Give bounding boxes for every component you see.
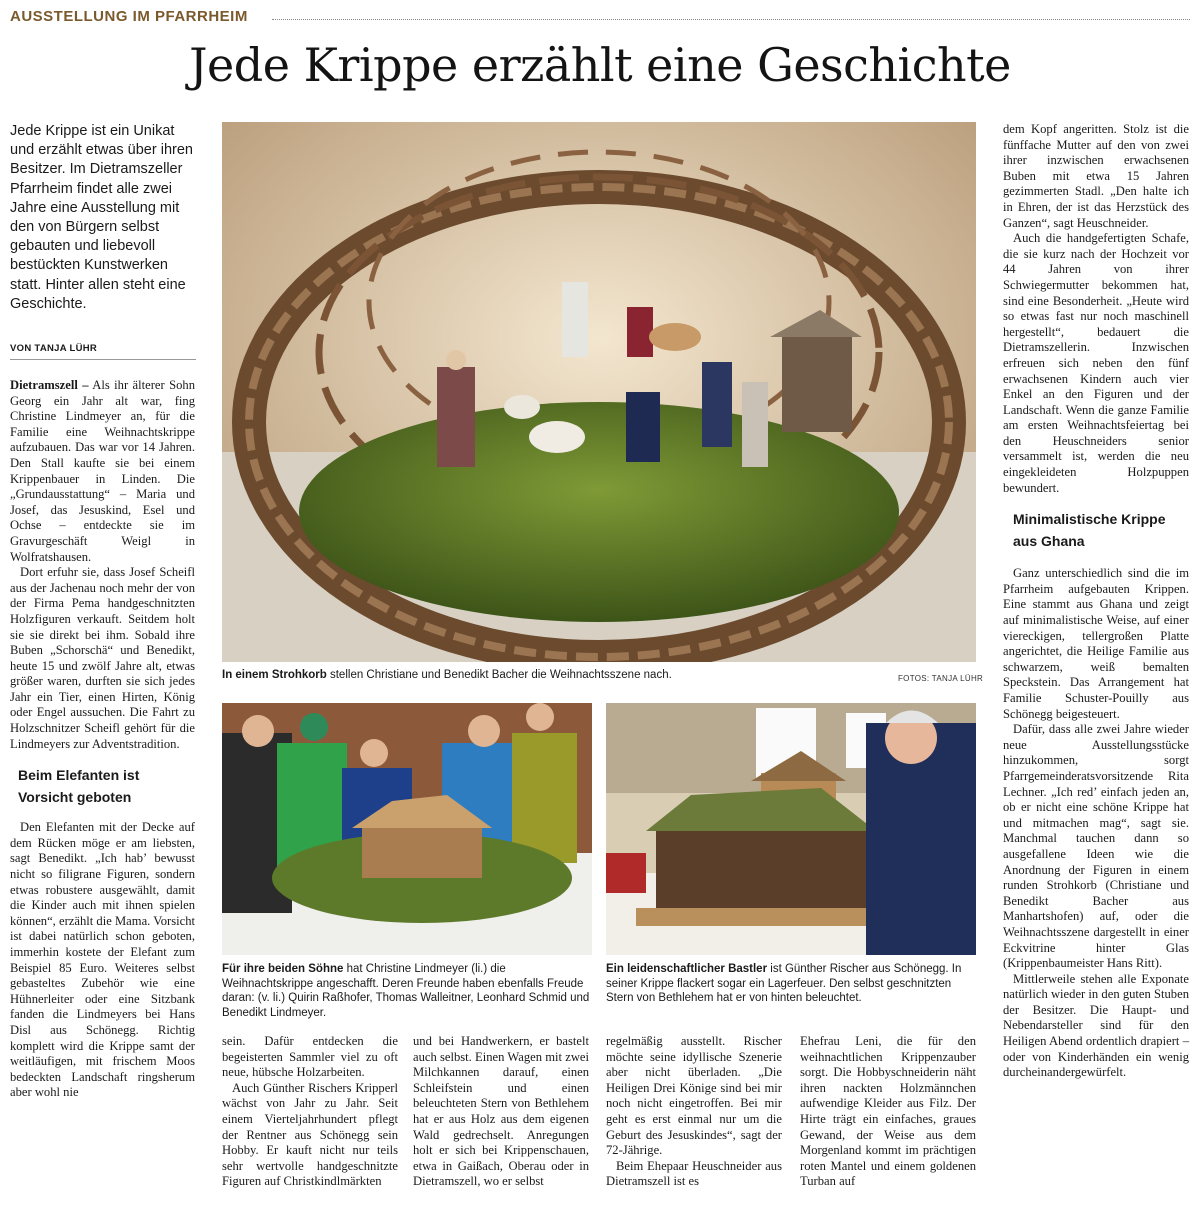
- text-column-4: [606, 1034, 782, 1190]
- text-column-1: [10, 378, 195, 1101]
- photo-builder-crib: [606, 703, 976, 955]
- kicker-label: AUSSTELLUNG IM PFARRHEIM: [10, 8, 248, 25]
- paragraph: Mittlerweile stehen alle Exponate natürlich wieder in den guten Stuben der Besitzer. Die Haupt- und Nebendarsteller sind für den Heiligen Abend ordentlich drapiert – oder von Kinderhänden ein wenig durcheinandergewürfelt.: [1003, 971, 1189, 1080]
- paragraph: Auch Günther Rischers Kripperl wächst von Jahr zu Jahr. Seit einem Vierteljahrhundert pflegt der Rentner aus Schönegg sein Hobby. Er kauft nicht nur teils sehr wertvolle handgeschnitzte Figuren auf Christkindlmärkten: [222, 1080, 398, 1189]
- text-column-2: [222, 1034, 398, 1190]
- paragraph-text: Als ihr älterer Sohn Georg ein Jahr alt war, fing Christine Lindmeyer an, für die Familie eine Weihnachtskrippe aufzubauen. Das war vor 14 Jahren. Den Stall kaufte sie bei einem Krippenbauer in Linden. Die „Grundausstattung“ – Maria und Josef, das Jesuskind, Esel und Ochse – entdeckte sie im Gravurgeschäft Weigl in Wolfratshausen.: [10, 378, 196, 564]
- paragraph: Auch die handgefertigten Schafe, die sie kurz nach der Hochzeit vor 44 Jahren von ihrer Schwiegermutter bekommen hat, sind eine Besonderheit. „Heute wird so etwas fast nur noch maschinell hergestellt“, bedauert die Dietramszellerin. Inzwischen erfreuen sich neben den fünf erwachsenen Kindern auch vier Enkel an den Figuren und der Landschaft. Wenn die ganze Familie am ersten Weihnachtsfeiertag bei den Heuschneiders senior versammelt ist, werden die neu eingekleideten Holzpuppen bewundert.: [1003, 231, 1189, 495]
- photo-wicker-basket-nativity: [222, 122, 976, 662]
- caption-text: hat Christine Lindmeyer (li.) die Weihnachtskrippe angeschafft. Deren Freunde haben ebenfalls Freude daran: (v. li.) Quirin Raßhofer, Thomas Walleitner, Leonhard Schmid und Benedikt Lindmeyer.: [222, 963, 590, 1019]
- text-column-6: [1003, 122, 1189, 1081]
- photo-caption-family: [222, 962, 594, 1020]
- paragraph: Ehefrau Leni, die für den weihnachtlichen Krippenzauber sorgt. Die Hobbyschneiderin näht ihren nackten Holzmännchen aufwendige Kleider aus Filz. Der Hirte trägt ein einfaches, graues Gewand, der Weise aus dem Morgenland kommt im prächtigen roten Mantel und einem goldenen Turban auf: [800, 1034, 976, 1189]
- subheading: Minimalistische Krippe aus Ghana: [1013, 511, 1166, 550]
- family-crib-image: [222, 703, 592, 955]
- builder-crib-image: [606, 703, 976, 955]
- paragraph: sein. Dafür entdecken die begeisterten Sammler viel zu oft neue, hübsche Holzarbeiten.: [222, 1034, 398, 1080]
- paragraph: [10, 378, 195, 565]
- caption-text: ist Günther Rischer aus Schönegg. In seiner Krippe flackert sogar ein Lagerfeuer. Den selbst geschnitzten Stern von Bethlehem hat er von hinten beleuchtet.: [606, 963, 962, 1004]
- text-column-5: [800, 1034, 976, 1190]
- paragraph: Beim Ehepaar Heuschneider aus Dietramszell ist es: [606, 1158, 782, 1189]
- text-column-3: [413, 1034, 589, 1190]
- paragraph: und bei Handwerkern, er bastelt auch selbst. Einen Wagen mit zwei Milchkannen darauf, einen Schleifstein und einen beleuchteten Stern von Bethlehem hat er aus Holz aus dem eigenen Wald gedrechselt. Anregungen holt er sich bei Krippenschauen, etwa in Gaißach, Oberau oder in Dietramszell, wo er selbst: [413, 1034, 589, 1189]
- photo-caption-builder: [606, 962, 978, 1006]
- caption-lead: Für ihre beiden Söhne: [222, 963, 344, 975]
- paragraph: regelmäßig ausstellt. Rischer möchte seine idyllische Szenerie aber nicht überladen. „Die Heiligen Drei Könige sind bei mir noch nicht eingetroffen. Bei mir geht es erst einmal nur um die Geburt des Jesuskindes“, sagt der 72-Jährige.: [606, 1034, 782, 1158]
- paragraph: Den Elefanten mit der Decke auf dem Rücken möge er am liebsten, sagt Benedikt. „Ich hab’ bewusst nicht so filigrane Figuren, sondern etwas robustere ausgewählt, damit die Kinder auch mit ihnen spielen können“, erzählt die Mama. Vorsicht ist dabei natürlich schon geboten, immerhin kostete der Elefant zum Beispiel 85 Euro. Weiteres selbst gebasteltes Zubehör wie eine Hühnerleiter oder eine Sitzbank fanden die Lindmeyers bei Hans Disl aus Schönegg. Richtig komplett wird die Krippe samt der weitläufigen, mit frischem Moos bedeckten Landschaft ringsherum aber wohl nie: [10, 820, 195, 1100]
- dateline: Dietramszell –: [10, 378, 89, 392]
- caption-lead: Ein leidenschaftlicher Bastler: [606, 963, 768, 975]
- paragraph: Dafür, dass alle zwei Jahre wieder neue Ausstellungsstücke hinzukommen, sorgt Pfarrgemeinderatsvorsitzende Rita Lechner. „Ich red’ einfach jeden an, ob er nicht eine schöne Krippe hat und mitmachen mag“, sagt sie. Manchmal tauchen dann so ausgefallene Ideen wie die Anordnung der Figuren in einem runden Strohkorb (Christiane und Benedikt Bacher aus Manhartshofen) auf, oder die Weihnachtsszene dargestellt in einer Eckvitrine hinter Glas (Krippenbaumeister Hans Ritt).: [1003, 722, 1189, 971]
- kicker-rule: [272, 19, 1190, 20]
- subheading: Beim Elefanten ist Vorsicht geboten: [18, 767, 140, 806]
- byline: VON TANJA LÜHR: [10, 343, 196, 360]
- paragraph: dem Kopf angeritten. Stolz ist die fünffache Mutter auf den von zwei ihrer inzwischen erwachsenen Buben mit etwa 15 Jahren gezimmerten Stadl. „Den halte ich in Ehren, der ist das Herzstück des Ganzen“, sagt Heuschneider.: [1003, 122, 1189, 230]
- section-kicker: [10, 8, 1190, 28]
- photo-family-crib: [222, 703, 592, 955]
- article-headline: Jede Krippe erzählt eine Geschichte: [189, 38, 1011, 92]
- paragraph: Dort erfuhr sie, dass Josef Scheifl aus der Jachenau noch mehr der von der Firma Pema handgeschnitzten Holzfiguren verkauft. Seitdem holt sie sie direkt bei ihm. Sobald ihre Buben „Schorschä“ und Benedikt, heute 15 und zwölf Jahre alt, etwas größer waren, durften sie sich jedes Jahr ein Tier, einen Hirten, König oder Engel aussuchen. Die Fahrt zu Holzschnitzer Scheifl gehört für die Lindmeyers zur Adventstradition.: [10, 565, 195, 751]
- caption-text: stellen Christiane und Benedikt Bacher die Weihnachtsszene nach.: [326, 669, 672, 681]
- photo-caption-main: [222, 668, 842, 683]
- wicker-basket-image: [222, 122, 976, 662]
- article-intro: Jede Krippe ist ein Unikat und erzählt etwas über ihren Besitzer. Im Dietramszeller Pfarrheim findet alle zwei Jahre eine Ausstellung mit den von Bürgern selbst gebauten und liebevoll bestückten Kunstwerken statt. Hinter allen steht eine Geschichte.: [10, 123, 193, 312]
- paragraph: Ganz unterschiedlich sind die im Pfarrheim aufgebauten Krippen. Eine stammt aus Ghana und zeigt auf minimalistische Weise, auf einer viereckigen, tellergroßen Platte angerichtet, die Heilige Familie aus schwarzem, weiß bemalten Speckstein. Das Arrangement hat Familie Schuster-Pouilly aus Schönegg beigesteuert.: [1003, 566, 1189, 721]
- caption-lead: In einem Strohkorb: [222, 669, 327, 681]
- photo-credit: FOTOS: TANJA LÜHR: [898, 674, 984, 683]
